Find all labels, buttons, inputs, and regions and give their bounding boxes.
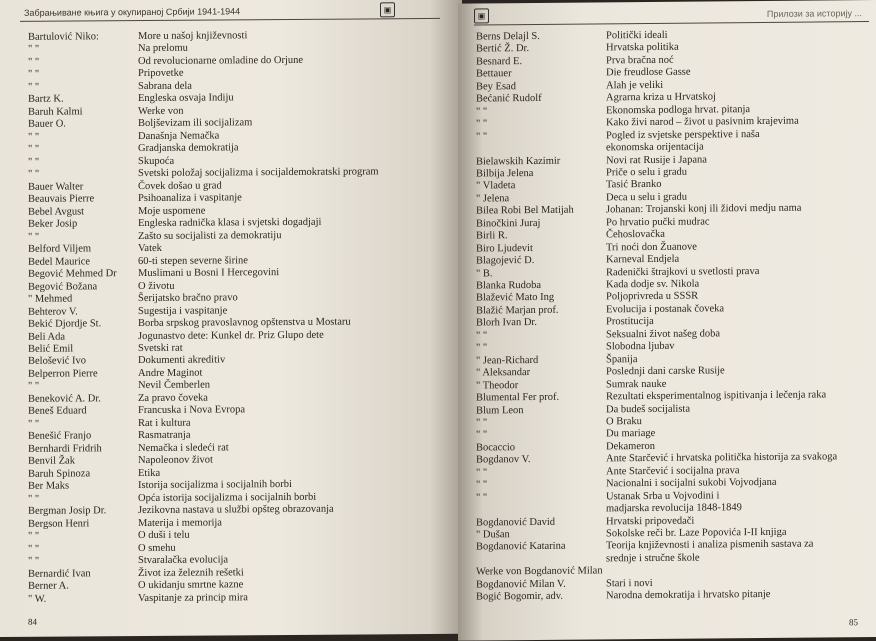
book-title: Današnja Nemačka <box>138 130 220 142</box>
author-name: " " <box>28 231 40 243</box>
book-title: Borba srpskog pravoslavnog opštenstva u Mostaru <box>138 316 351 330</box>
author-name: Blumental Fer prof. <box>476 391 560 404</box>
author-name: Bauer O. <box>28 118 66 131</box>
author-name: Belošević Ivo <box>28 355 87 368</box>
author-name: Ber Maks <box>28 480 70 493</box>
book-title: Rasmatranja <box>138 430 191 442</box>
book-title: Du mariage <box>606 428 656 440</box>
book-title: More u našoj književnosti <box>138 30 248 43</box>
author-name: " " <box>28 555 40 567</box>
book-title: Hrvatski pripovedači <box>606 515 695 527</box>
author-name: Beneš Eduard <box>28 405 87 418</box>
running-header: Прилози за историју ... <box>766 8 862 19</box>
book-title: O Braku <box>606 415 642 428</box>
book-title: Vatek <box>138 243 162 255</box>
book-title: Sabrana dela <box>138 80 192 92</box>
book-title: Engleska osvaja Indiju <box>138 92 234 105</box>
right-page <box>458 0 876 641</box>
header-rule <box>474 21 869 25</box>
book-title: Nevil Čemberlen <box>138 379 211 392</box>
book-title: Deca u selu i gradu <box>606 191 688 204</box>
book-title: Ustanak Srba u Vojvodini i <box>606 490 720 502</box>
author-name: " W. <box>28 593 47 605</box>
author-name: " Jelena <box>476 193 510 205</box>
author-name: Bogić Bogomir, adv. <box>476 590 563 603</box>
book-title: Sumrak nauke <box>606 378 667 390</box>
author-name: Belford Viljem <box>28 243 92 255</box>
book-title: O smehu <box>138 542 176 554</box>
author-name: Blagojević D. <box>476 255 535 267</box>
author-name: " " <box>28 381 40 393</box>
header-rule <box>20 18 440 22</box>
author-name: " Theodor <box>476 379 519 392</box>
book-title: Šerijatsko bračno pravo <box>138 292 238 305</box>
book-title: Pogled iz svjetske perspektive i naša <box>606 128 760 141</box>
book-title: Zašto su socijalisti za demokratiju <box>138 229 282 242</box>
author-name: " Mehmed <box>28 293 73 305</box>
author-name: " " <box>476 429 488 441</box>
author-name: " " <box>476 130 488 143</box>
book-title: Opća istorija socijalizma i socijalnih borbi <box>138 491 317 504</box>
author-name: Bergson Henri <box>28 518 90 530</box>
author-name: Blažić Marjan prof. <box>476 304 559 317</box>
running-header: Забрањиване књига у окупираној Србији 1941-1944 <box>24 6 241 18</box>
author-name: Blanka Rudoba <box>476 279 542 292</box>
book-title: Tri noći don Žuanove <box>606 241 697 253</box>
book-icon: ▣ <box>474 8 489 23</box>
author-name: " " <box>476 467 488 479</box>
author-name: " " <box>28 144 40 156</box>
author-name: " " <box>476 479 488 491</box>
author-name: Beneković A. Dr. <box>28 393 101 405</box>
book-title: Moje uspomene <box>138 205 206 217</box>
book-title: Jezikovna nastava u službi opšteg obrazovanja <box>138 503 334 517</box>
author-name: Birli R. <box>476 230 508 242</box>
book-title: srednje i stručne škole <box>606 552 700 565</box>
author-name: Berner A. <box>28 580 69 592</box>
author-name: " " <box>476 330 488 342</box>
book-title: Za pravo čoveka <box>138 392 208 404</box>
author-name: " " <box>476 342 488 354</box>
book-title: Agrarna kriza u Hrvatskoj <box>606 91 716 104</box>
book-title: Etika <box>138 467 161 479</box>
book-title: Ante Starčević i socijalna prava <box>606 464 740 478</box>
author-name: Bielawskih Kazimir <box>476 155 561 167</box>
book-title: Teorija književnosti i analiza pismenih sastava za <box>606 538 814 552</box>
author-name: Bebel Avgust <box>28 206 85 218</box>
author-name: Begović Božana <box>28 280 98 293</box>
author-name: Belić Emil <box>28 343 74 355</box>
book-title: Poljoprivreda u SSSR <box>606 290 699 303</box>
author-name: Begović Mehmed Dr <box>28 268 117 280</box>
book-title: Stvaralačka evolucija <box>138 554 229 567</box>
author-name: " " <box>28 418 40 430</box>
book-title: Karneval Endjela <box>606 253 680 266</box>
book-title: Svetski položaj socijalizma i socijaldemokratski program <box>138 166 379 180</box>
author-name: Beauvais Pierre <box>28 193 95 206</box>
author-name: Bergman Josip Dr. <box>28 505 107 518</box>
author-name: Bilea Robi Bel Matijah <box>476 204 574 217</box>
book-icon: ▣ <box>380 2 395 17</box>
book-title: ekonomska orijentacija <box>606 141 704 154</box>
author-name: Bogdanović David <box>476 516 556 529</box>
book-title: Narodna demokratija i hrvatsko pitanje <box>606 589 771 602</box>
book-title: Nacionalni i socijalni sukobi Vojvodjana <box>606 477 777 490</box>
author-name: Berns Delajl S. <box>476 30 540 43</box>
book-title: Ante Starčević i hrvatska politička historija za svakoga <box>606 451 838 465</box>
author-name: " " <box>28 44 40 56</box>
book-title: Slobodna ljubav <box>606 341 675 353</box>
book-title: Kako živi narod – život u pasivnim krajevima <box>606 115 799 129</box>
author-name: " " <box>476 492 488 504</box>
book-title: Muslimani u Bosni I Hercegovini <box>138 267 280 280</box>
author-name: " Jean-Richard <box>476 354 539 367</box>
author-name: Blažević Mato Ing <box>476 292 555 304</box>
author-name: Bartz K. <box>28 93 64 106</box>
book-title: Gradjanska demokratija <box>138 142 239 155</box>
book-title: Sokolske reči br. Laze Popovića I-II knjiga <box>606 526 787 540</box>
book-title: O ukidanju smrtne kazne <box>138 579 244 592</box>
book-title: madjarska revolucija 1848-1849 <box>606 502 742 515</box>
book-title: Skupoća <box>138 155 175 167</box>
author-name: " " <box>28 156 40 168</box>
book-title: Stari i novi <box>606 577 653 590</box>
book-title: Francuska i Nova Evropa <box>138 404 246 417</box>
author-name: Baruh Kalmi <box>28 106 83 118</box>
book-title: Psihoanaliza i vaspitanje <box>138 192 242 205</box>
book-title: Evolucija i postanak čoveka <box>606 303 725 316</box>
author-name: " Aleksandar <box>476 367 531 379</box>
book-title: Die freudlose Gasse <box>606 66 691 79</box>
book-title: Materija i memorija <box>138 517 222 529</box>
author-name: Bey Esad <box>476 80 516 93</box>
author-name: Bernhardi Fridrih <box>28 443 102 455</box>
book-title: Prva bračna noć <box>606 54 674 67</box>
author-name: " " <box>476 106 488 118</box>
author-name: Besnard E. <box>476 55 523 68</box>
book-title: Hrvatska politika <box>606 42 679 54</box>
author-name: " " <box>28 69 40 81</box>
book-title: Prostitucija <box>606 316 654 328</box>
book-title: Čehoslovačka <box>606 229 665 241</box>
book-title: Napoleonov život <box>138 454 213 467</box>
book-title: Jogunastvo dete: Kunkel dr. Priz Glupo dete <box>138 329 324 342</box>
book-title: Priče o selu i gradu <box>606 166 688 179</box>
book-title: Johanan: Trojanski konj ili židovi medju nama <box>606 202 802 216</box>
author-name: Benvil Žak <box>28 455 75 468</box>
author-name: Bekić Djordje St. <box>28 318 102 330</box>
author-name: Bogdanović Katarina <box>476 541 566 553</box>
book-title: Politički ideali <box>606 29 668 42</box>
author-name: Bocaccio <box>476 441 516 454</box>
book-title: Engleska radnička klasa i svjetski dogadjaji <box>138 216 322 230</box>
book-title: Život iza železnih rešetki <box>138 566 244 579</box>
author-name: " Dušan <box>476 529 510 541</box>
book-title: Kada dodje sv. Nikola <box>606 278 700 291</box>
author-name: " " <box>476 417 488 429</box>
author-name: Belperron Pierre <box>28 368 98 380</box>
author-name: Bartulović Niko: <box>28 31 99 43</box>
book-title: O duši i telu <box>138 529 190 542</box>
book-title: Ekonomska podloga hrvat. pitanja <box>606 103 751 117</box>
author-name: Benešić Franjo <box>28 430 92 443</box>
author-name: Blum Leon <box>476 404 524 416</box>
book-title: Dekameron <box>606 440 655 453</box>
book-title: O životu <box>138 280 175 292</box>
book-title: Tasić Branko <box>606 179 662 191</box>
book-title: Od revolucionarne omladine do Orjune <box>138 54 304 67</box>
book-title: Pripovetke <box>138 68 184 80</box>
author-name: Blorh Ivan Dr. <box>476 317 537 329</box>
book-title: 60-ti stepen severne širine <box>138 254 248 267</box>
book-title: Werke von <box>138 105 184 117</box>
author-name: Behterov V. <box>28 306 78 318</box>
author-name: Bogdanov V. <box>476 454 531 466</box>
book-title: Rat i kultura <box>138 417 191 429</box>
author-name: " " <box>28 530 40 542</box>
author-name: Bećanić Rudolf <box>476 93 542 105</box>
author-name: Biro Ljudevit <box>476 242 533 255</box>
author-name: Bettauer <box>476 68 512 80</box>
book-title: Da budeš socijalista <box>606 403 690 415</box>
author-name: " " <box>28 168 40 181</box>
author-name: Bedel Maurice <box>28 255 91 268</box>
author-name: " " <box>28 543 40 555</box>
book-title: Na prelomu <box>138 43 188 55</box>
author-name: Beli Ada <box>28 331 66 343</box>
author-name: Binočkini Juraj <box>476 217 541 230</box>
book-title: Nemačka i sledeći rat <box>138 442 229 454</box>
author-name: " B. <box>476 267 493 280</box>
author-name: Werke von Bogdanović Milan <box>476 565 603 578</box>
book-title: Seksualni život našeg doba <box>606 328 721 341</box>
book-title: Poslednji dani carske Rusije <box>606 365 725 378</box>
book-title: Radenički štrajkovi u svetlosti prava <box>606 265 760 278</box>
book-title: Alah je veliki <box>606 79 664 92</box>
book-title: Vaspitanje za princip mira <box>138 591 248 604</box>
author-name: " " <box>476 118 488 130</box>
book-title: Dokumenti akreditiv <box>138 354 226 367</box>
author-name: Bilbija Jelena <box>476 167 534 180</box>
author-name: Beker Josip <box>28 218 78 230</box>
page-number: 85 <box>849 617 858 628</box>
page-number: 84 <box>28 616 37 627</box>
author-name: " " <box>28 131 40 143</box>
book-title: Istorija socijalizma i socijalnih borbi <box>138 479 292 492</box>
author-name: " Vladeta <box>476 180 516 192</box>
book-title: Boljševizam ili socijalizam <box>138 117 253 130</box>
book-title: Novi rat Rusije i Japana <box>606 153 707 166</box>
author-name: Bauer Walter <box>28 181 84 193</box>
author-name: Bogdanović Milan V. <box>476 578 566 591</box>
book-title: Sugestija i vaspitanje <box>138 304 228 317</box>
book-title: Španija <box>606 353 638 366</box>
author-name: Bernardić Ivan <box>28 567 91 580</box>
author-name: " " <box>28 81 40 93</box>
book-title: Po hrvatio pučki mudrac <box>606 216 710 229</box>
book-title: Svetski rat <box>138 342 183 355</box>
book-title: Rezultati eksperimentalnog ispitivanja i lečenja raka <box>606 389 827 403</box>
author-name: " " <box>28 56 40 68</box>
author-name: Baruh Spinoza <box>28 468 91 480</box>
author-name: Bertić Ž. Dr. <box>476 43 530 55</box>
author-name: " " <box>28 493 40 505</box>
book-title: Čovek došao u grad <box>138 180 222 192</box>
book-title: Andre Maginot <box>138 367 203 379</box>
